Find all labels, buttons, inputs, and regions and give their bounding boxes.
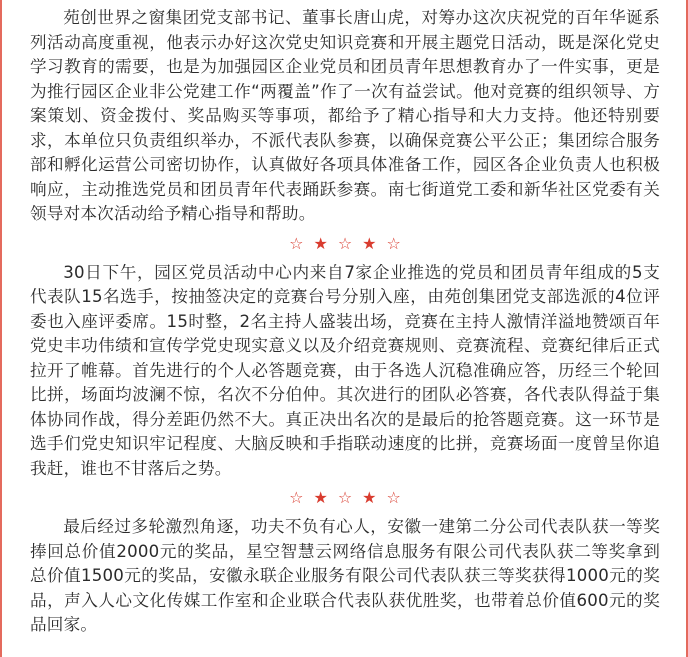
star-filled-icon: ★ [313, 488, 328, 507]
star-outline-icon: ☆ [289, 233, 304, 253]
star-outline-icon: ☆ [337, 488, 353, 507]
article-body [30, 6, 660, 638]
star-divider-2 [30, 481, 660, 515]
star-outline-icon: ☆ [289, 488, 304, 507]
star-outline-icon: ☆ [337, 233, 353, 253]
paragraph-1: 苑创世界之窗集团党支部书记、董事长唐山虎，对筹办这次庆祝党的百年华诞系列活动高度重视，他表示办好这次党史知识竞赛和开展主题党日活动，既是深化党史学习教育的需要，也是为加强园区企业党员和团员青年思想教育办了一件实事，更是为推行园区企业非公党建工作“两覆盖”作了一次有益尝试。他对竞赛的组织领导、方案策划、资金拨付、奖品购买等事项，都给予了精心指导和大力支持。他还特别要求，本单位只负责组织举办，不派代表队参赛，以确保竞赛公平公正；集团综合服务部和孵化运营公司密切协作，认真做好各项具体准备工作，园区各企业负责人也积极响应，主动推选党员和团员青年代表踊跃参赛。南七街道党工委和新华社区党委有关领导对本次活动给予精心指导和帮助。 [30, 8, 660, 223]
paragraph-2: 30日下午，园区党员活动中心内来自7家企业推选的党员和团员青年组成的5支代表队15名选手，按抽签决定的竞赛台号分别入座，由苑创集团党支部选派的4位评委也入座评委席。15时整，2名主持人盛装出场，竞赛在主持人激情洋溢地赞颂百年党史丰功伟绩和宣传学党史现实意义以及介绍竞赛规则、竞赛流程、竞赛纪律后正式拉开了帷幕。首先进行的个人必答题竞赛，由于各选人沉稳准确应答，历经三个轮回比拼，场面均波澜不惊，名次不分伯仲。其次进行的团队必答赛，各代表队得益于集体协同作战，得分差距仍然不大。真正决出名次的是最后的抢答题竞赛。这一环节是选手们党史知识牢记程度、大脑反映和手指联动速度的比拼，竞赛场面一度曾呈你追我赶，谁也不甘落后之势。 [30, 262, 660, 478]
star-filled-icon: ★ [362, 488, 377, 507]
star-divider-1 [30, 227, 660, 261]
star-outline-icon: ☆ [386, 233, 401, 253]
star-filled-icon: ★ [313, 233, 328, 253]
paragraph-3: 最后经过多轮激烈角逐，功夫不负有心人，安徽一建第二分公司代表队获一等奖捧回总价值2000元的奖品，星空智慧云网络信息服务有限公司代表队获二等奖拿到总价值1500元的奖品，安徽永联企业服务有限公司代表队获三等奖获得1000元的奖品，声入人心文化传媒工作室和企业联合代表队获优胜奖，也带着总价值600元的奖品回家。 [30, 517, 660, 634]
star-filled-icon: ★ [362, 233, 377, 253]
star-outline-icon: ☆ [386, 488, 401, 507]
